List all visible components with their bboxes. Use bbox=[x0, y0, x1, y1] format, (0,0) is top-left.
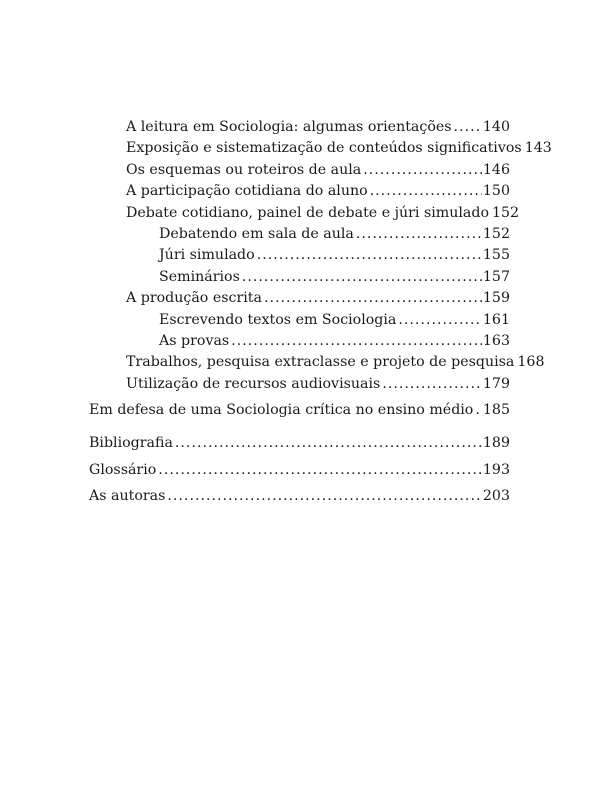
toc-entry-page: 155 bbox=[482, 247, 510, 264]
toc-entry-title: Glossário bbox=[89, 461, 157, 478]
toc-entry[interactable] bbox=[89, 267, 510, 288]
toc-entry-page: 193 bbox=[482, 461, 510, 478]
toc-entry[interactable] bbox=[89, 203, 520, 224]
toc-entry-title: As provas bbox=[159, 332, 230, 349]
toc-entry[interactable] bbox=[89, 117, 510, 138]
toc-entry-page: 152 bbox=[482, 225, 510, 242]
toc-dot-leader bbox=[475, 400, 482, 421]
toc-dot-leader bbox=[454, 117, 482, 138]
toc-entry[interactable] bbox=[89, 374, 510, 395]
toc-dot-leader bbox=[370, 181, 482, 202]
toc-entry-page: 185 bbox=[482, 402, 510, 419]
toc-entry-page: 150 bbox=[482, 183, 510, 200]
toc-entry-page: 179 bbox=[482, 375, 510, 392]
toc-entry-page: 163 bbox=[482, 332, 510, 349]
toc-entry-page: 168 bbox=[517, 354, 545, 371]
toc-entry-page: 189 bbox=[482, 435, 510, 452]
table-of-contents bbox=[89, 117, 552, 508]
toc-entry[interactable] bbox=[89, 400, 510, 421]
toc-entry-title: A leitura em Sociologia: algumas orientações bbox=[126, 119, 452, 135]
toc-entry-page: 143 bbox=[524, 140, 552, 157]
toc-entry[interactable] bbox=[89, 288, 510, 309]
toc-entry-page: 140 bbox=[482, 119, 510, 135]
toc-entry-title: Debatendo em sala de aula bbox=[159, 225, 354, 242]
toc-dot-leader bbox=[264, 288, 482, 309]
toc-entry[interactable] bbox=[89, 181, 510, 202]
toc-entry-page: 203 bbox=[482, 488, 510, 505]
toc-entry-title: Os esquemas ou roteiros de aula bbox=[126, 161, 362, 178]
toc-dot-leader bbox=[356, 224, 482, 245]
toc-entry-title: Debate cotidiano, painel de debate e júri simulado bbox=[126, 204, 489, 221]
toc-entry-title: As autoras bbox=[89, 488, 166, 505]
toc-dot-leader bbox=[158, 460, 482, 481]
toc-entry-title: Seminários bbox=[159, 268, 240, 285]
toc-dot-leader bbox=[167, 486, 482, 507]
toc-entry[interactable] bbox=[89, 433, 510, 454]
toc-entry[interactable] bbox=[89, 331, 510, 352]
toc-entry[interactable] bbox=[89, 138, 552, 159]
toc-entry-page: 159 bbox=[482, 290, 510, 307]
toc-entry[interactable] bbox=[89, 460, 510, 481]
toc-entry[interactable] bbox=[89, 486, 510, 507]
toc-entry-title: Júri simulado bbox=[159, 247, 255, 264]
toc-entry[interactable] bbox=[89, 224, 510, 245]
toc-entry-page: 152 bbox=[492, 204, 520, 221]
toc-entry-title: Trabalhos, pesquisa extraclasse e projeto de pesquisa bbox=[126, 354, 515, 371]
toc-entry-page: 157 bbox=[482, 268, 510, 285]
toc-dot-leader bbox=[175, 433, 482, 454]
toc-dot-leader bbox=[398, 310, 482, 331]
toc-dot-leader bbox=[363, 160, 482, 181]
toc-entry-title: Utilização de recursos audiovisuais bbox=[126, 375, 381, 392]
toc-entry-title: A produção escrita bbox=[126, 290, 262, 307]
toc-entry[interactable] bbox=[89, 352, 545, 373]
toc-entry-page: 161 bbox=[482, 311, 510, 328]
toc-entry[interactable] bbox=[89, 310, 510, 331]
toc-entry[interactable] bbox=[89, 160, 510, 181]
toc-entry-title: A participação cotidiana do aluno bbox=[126, 183, 368, 200]
toc-dot-leader bbox=[382, 374, 482, 395]
toc-dot-leader bbox=[231, 331, 482, 352]
toc-entry-title: Bibliografia bbox=[89, 435, 173, 452]
toc-entry[interactable] bbox=[89, 245, 510, 266]
toc-entry-title: Escrevendo textos em Sociologia bbox=[159, 311, 397, 328]
toc-dot-leader bbox=[242, 267, 482, 288]
toc-entry-title: Em defesa de uma Sociologia crítica no ensino médio bbox=[89, 402, 474, 419]
toc-dot-leader bbox=[257, 245, 482, 266]
toc-entry-title: Exposição e sistematização de conteúdos significativos bbox=[126, 140, 522, 157]
toc-entry-page: 146 bbox=[482, 161, 510, 178]
